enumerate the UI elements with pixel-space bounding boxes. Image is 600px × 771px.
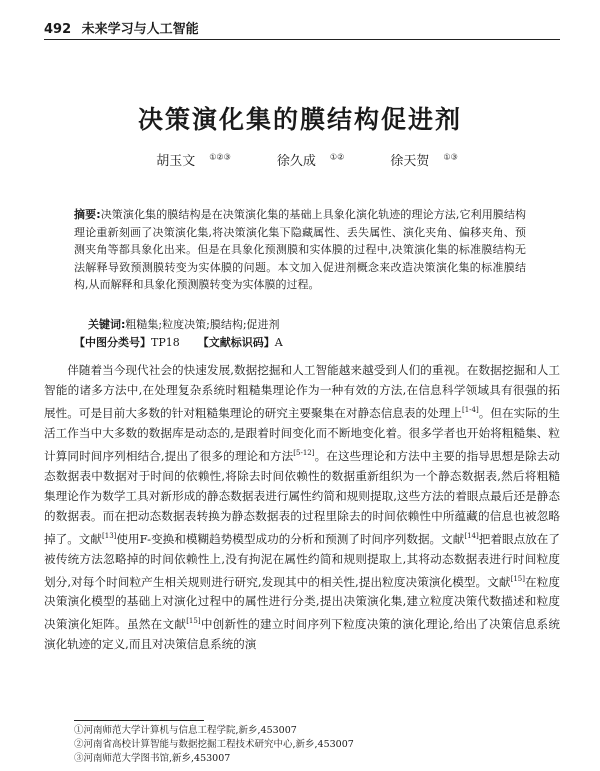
clc-value: TP18	[151, 336, 180, 349]
citation: [1-4]	[461, 406, 479, 414]
citation: [15]	[186, 617, 201, 626]
footnote: ①河南师范大学计算机与信息工程学院,新乡,453007	[74, 725, 297, 736]
page-number: 492	[44, 22, 72, 37]
journal-name: 未来学习与人工智能	[81, 22, 199, 37]
author: 徐久成 ①②	[276, 152, 345, 169]
citation: [15]	[510, 574, 525, 583]
footnote-divider	[74, 720, 204, 721]
doc-code-value: A	[274, 336, 283, 349]
abstract	[74, 206, 526, 294]
citation: [5-12]	[293, 448, 315, 457]
doc-code-label: 【文献标识码】	[197, 336, 275, 349]
paper-title: 决策演化集的膜结构促进剂	[137, 105, 462, 134]
citation: [14]	[464, 531, 479, 540]
author: 胡玉文 ①②③	[156, 152, 231, 169]
keywords-text: 粗糙集;粒度决策;膜结构;促进剂	[125, 318, 280, 331]
keywords	[88, 316, 528, 332]
abstract-text: 决策演化集的膜结构是在决策演化集的基础上具象化演化轨迹的理论方法,它利用膜结构理论重新刻画了决策演化集,将决策演化集下隐藏属性、丢失属性、演化夹角、偏移夹角、预测夹角等都具象化出来。但是在具象化预测膜和实体膜的过程中,决策演化集的标准膜结构无法解释导致预测膜转变为实体膜的问题。本文加入促进剂概念来改造决策演化集的标准膜结构,从而解释和具象化预测膜转变为实体膜的过程。	[74, 208, 526, 291]
footnote: ②河南省高校计算智能与数据挖掘工程技术研究中心,新乡,453007	[74, 739, 354, 750]
author: 徐天贺 ①③	[390, 152, 458, 169]
keywords-label: 关键词:	[88, 318, 126, 331]
running-header	[44, 18, 564, 38]
footnotes	[74, 724, 534, 766]
body-paragraph: 伴随着当今现代社会的快速发展,数据挖掘和人工智能越来越受到人们的重视。在数据挖掘和人工智能的诸多方法中,在处理复杂系统时粗糙集理论作为一种有效的方法,在信息科学领域具有很强的拓展性。可是目前大多数的针对粗糙集理论的研究主要聚集在对静态信息表的处理上[1-4]。但在实际的生活工作当中大多数的数据库是动态的,是跟着时间变化而不断地变化着。很多学者也开始将粗糙集、粒计算同时间序列相结合,提出了很多的理论和方法[5-12]。在这些理论和方法中主要的指导思想是除去动态数据表中数据对于时间的依赖性,将除去时间依赖性的数据重新组织为一个静态数据表,然后将粗糙集理论作为数学工具对新形成的静态数据表进行属性约简和规则提取,这些方法的着眼点最后还是静态的数据表。而在把动态数据表转换为静态数据表的过程里除去的时间依赖性中所蕴藏的信息也被忽略掉了。文献[13]使用F-变换和模糊趋势模型成功的分析和预测了时间序列数据。文献[14]把着眼点放在了被传统方法忽略掉的时间依赖性上,没有拘泥在属性约简和规则提取上,其将动态数据表进行时间粒度划分,对每个时间粒产生相关规则进行研究,发现其中的相关性,提出粒度决策演化模型。文献[15]在粒度决策演化模型的基础上对演化过程中的属性进行分类,提出决策演化集,建立粒度决策代数描述和粒度决策演化矩阵。虽然在文献[15]中创新性的建立时间序列下粒度决策的演化理论,给出了决策信息系统演化轨迹的定义,而且对决策信息系统的演	[44, 363, 561, 652]
footnote: ③河南师范大学图书馆,新乡,453007	[74, 753, 231, 764]
citation: [13]	[102, 531, 117, 540]
classification-line	[74, 334, 526, 350]
abstract-label: 摘要:	[74, 208, 101, 221]
author-list	[0, 150, 600, 169]
clc-label: 【中图分类号】	[74, 336, 151, 349]
header-divider	[44, 39, 560, 40]
